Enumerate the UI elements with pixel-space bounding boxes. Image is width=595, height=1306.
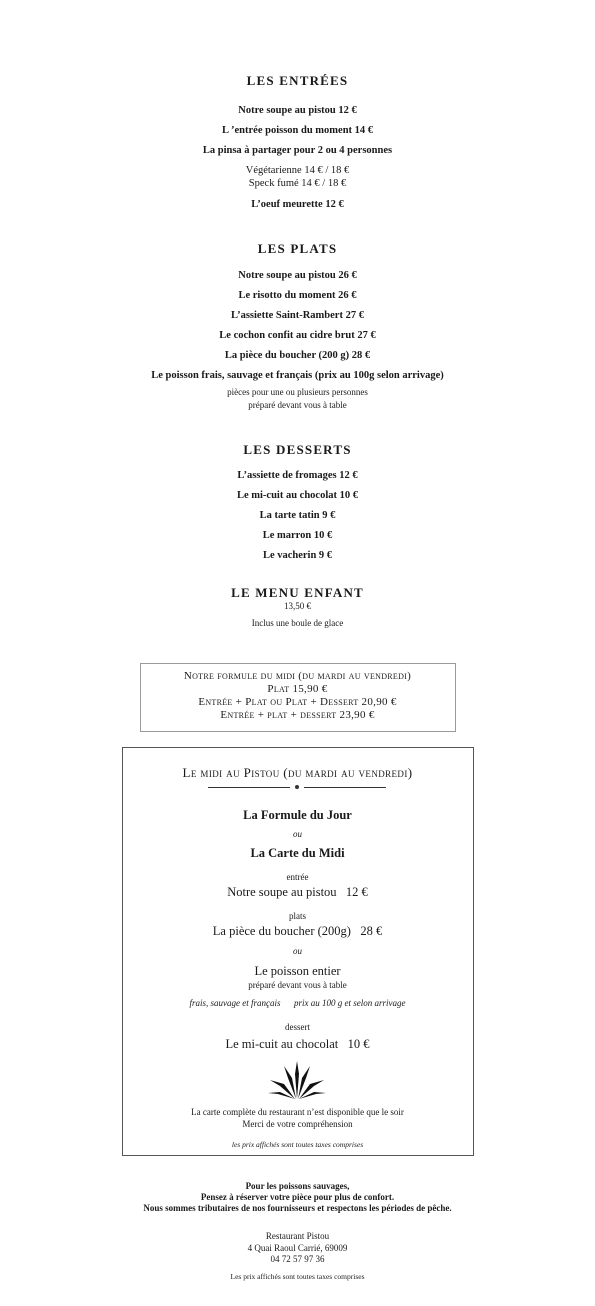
footer-note: Pensez à réserver votre pièce pour plus de confort.	[200, 1192, 395, 1202]
dessert-price: 10 €	[347, 1037, 370, 1051]
desserts-title: LES DESSERTS	[243, 442, 352, 457]
restaurant-address: 4 Quai Raoul Carrié, 69009	[247, 1243, 348, 1253]
plats-title: LES PLATS	[257, 241, 338, 256]
dessert-item: Le mi-cuit au chocolat	[225, 1037, 339, 1051]
enfant-price: 13,50 €	[284, 601, 311, 611]
menu-item: Speck fumé 14 € / 18 €	[248, 178, 347, 189]
menu-item: Le risotto du moment 26 €	[238, 290, 357, 301]
menu-item: Le cochon confit au cidre brut 27 €	[219, 330, 376, 341]
menu-item: Notre soupe au pistou 12 €	[238, 105, 357, 116]
menu-item: La pinsa à partager pour 2 ou 4 personnes	[202, 145, 393, 156]
plat-price: 28 €	[360, 924, 383, 938]
menu-note: préparé devant vous à table	[248, 400, 347, 410]
formule-jour: La Formule du Jour	[243, 808, 352, 822]
divider-left	[208, 787, 290, 788]
midi-title: Le midi au Pistou (du mardi au vendredi)	[182, 765, 413, 780]
entree-line	[0, 885, 595, 900]
entree-price: 12 €	[345, 885, 368, 899]
poisson-desc-1: frais, sauvage et français	[189, 998, 281, 1008]
dessert-line	[0, 1037, 595, 1052]
formule-line: Plat 15,90 €	[267, 683, 328, 695]
carte-midi: La Carte du Midi	[250, 846, 345, 860]
menu-item: La pièce du boucher (200 g) 28 €	[224, 350, 371, 361]
enfant-note: Inclus une boule de glace	[251, 618, 344, 628]
or-label: ou	[293, 829, 302, 839]
menu-note: pièces pour une ou plusieurs personnes	[227, 387, 368, 397]
menu-item: L ’entrée poisson du moment 14 €	[221, 125, 374, 136]
poisson-note: préparé devant vous à table	[248, 980, 347, 990]
menu-item: Le poisson frais, sauvage et français (prix au 100g selon arrivage)	[151, 370, 444, 381]
entree-label: entrée	[286, 872, 309, 882]
plat-item: La pièce du boucher (200g)	[212, 924, 351, 938]
or-label: ou	[293, 946, 302, 956]
footer-note: Nous sommes tributaires de nos fournisseurs et respectons les périodes de pêche.	[143, 1203, 452, 1213]
midi-notice: La carte complète du restaurant n’est disponible que le soir	[191, 1107, 404, 1117]
formule-line: Entrée + Plat ou Plat + Dessert 20,90 €	[198, 696, 397, 708]
midi-notice: Merci de votre compréhension	[242, 1119, 353, 1129]
menu-item: L’assiette Saint-Rambert 27 €	[231, 310, 364, 321]
midi-taxes: les prix affichés sont toutes taxes comprises	[231, 1140, 364, 1149]
poisson-item: Le poisson entier	[254, 964, 341, 978]
footer-note: Pour les poissons sauvages,	[245, 1181, 350, 1191]
formule-title: Notre formule du midi (du mardi au vendredi)	[183, 670, 412, 682]
entree-item: Notre soupe au pistou	[227, 885, 337, 899]
agave-logo-icon	[266, 1060, 328, 1100]
poisson-desc	[0, 998, 595, 1008]
menu-item: L’oeuf meurette 12 €	[251, 199, 344, 210]
footer-taxes: Les prix affichés sont toutes taxes comprises	[230, 1272, 365, 1281]
menu-item: Végétarienne 14 € / 18 €	[245, 165, 350, 176]
restaurant-phone: 04 72 57 97 36	[270, 1254, 325, 1264]
menu-item: Le mi-cuit au chocolat 10 €	[236, 490, 359, 501]
menu-item: Le marron 10 €	[262, 530, 333, 541]
enfant-title: LE MENU ENFANT	[231, 585, 364, 600]
divider-right	[304, 787, 386, 788]
poisson-desc-2: prix au 100 g et selon arrivage	[294, 998, 406, 1008]
dessert-label: dessert	[285, 1022, 310, 1032]
menu-item: Le vacherin 9 €	[262, 550, 333, 561]
plat-line	[0, 924, 595, 939]
divider-dot	[295, 785, 299, 789]
menu-item: Notre soupe au pistou 26 €	[238, 270, 357, 281]
menu-item: L’assiette de fromages 12 €	[237, 470, 358, 481]
formule-line: Entrée + plat + dessert 23,90 €	[220, 709, 375, 721]
menu-item: La tarte tatin 9 €	[259, 510, 336, 521]
restaurant-name: Restaurant Pistou	[265, 1231, 330, 1241]
entrees-title: LES ENTRÉES	[246, 73, 349, 88]
plats-label: plats	[289, 911, 306, 921]
